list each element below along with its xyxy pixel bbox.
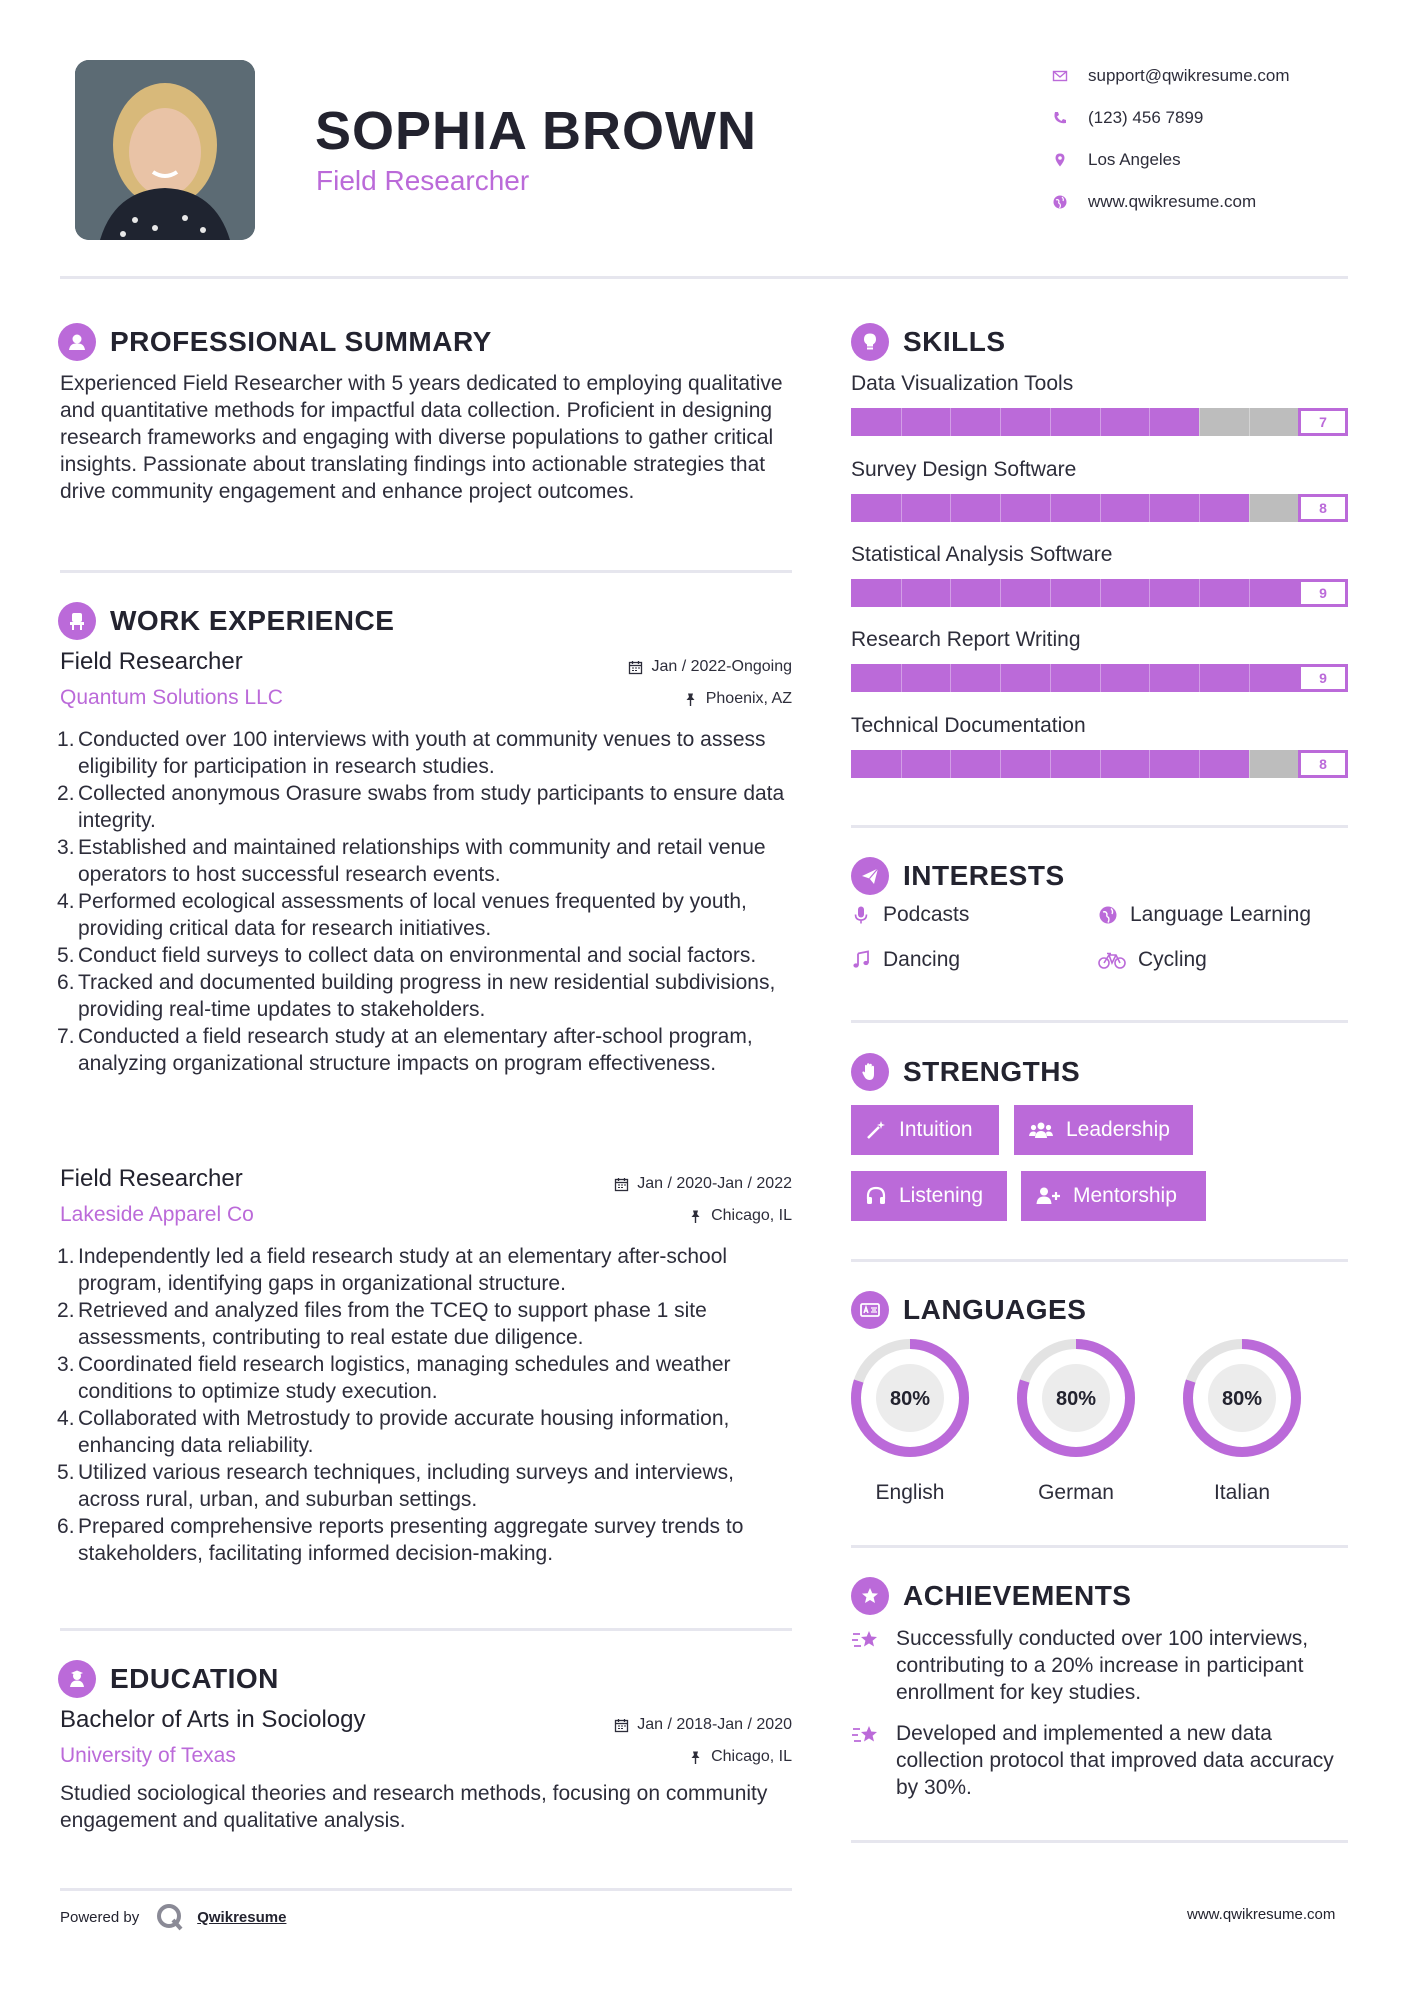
skill-bar-segment xyxy=(1199,664,1200,692)
skill-item xyxy=(851,372,1348,436)
list-item: Coordinated field research logistics, managing schedules and weather conditions to optimize study execution. xyxy=(78,1353,731,1403)
summary-heading xyxy=(58,323,492,361)
list-item: Conducted over 100 interviews with youth at community venues to assess eligibility for participation in research studies. xyxy=(78,728,766,778)
skill-bar-segment xyxy=(950,494,951,522)
headphones-icon xyxy=(865,1185,887,1207)
job-dates-text: Jan / 2020-Jan / 2022 xyxy=(637,1175,792,1192)
pushpin-icon xyxy=(683,692,698,707)
skill-bar xyxy=(851,408,1348,436)
paper-plane-icon xyxy=(851,857,889,895)
list-item: Collected anonymous Orasure swabs from study participants to ensure data integrity. xyxy=(78,782,785,832)
skill-name: Survey Design Software xyxy=(851,458,1077,481)
achievement-item xyxy=(851,1625,1348,1706)
achievement-text: Developed and implemented a new data collection protocol that improved data accuracy by 30%. xyxy=(896,1722,1334,1799)
skill-level: 8 xyxy=(1298,750,1348,778)
skill-name: Research Report Writing xyxy=(851,628,1081,651)
languages-title: LANGUAGES xyxy=(903,1294,1087,1325)
skill-bar-segment xyxy=(1050,494,1051,522)
interest-label: Dancing xyxy=(883,948,961,971)
education-description: Studied sociological theories and research methods, focusing on community engagement and qualitative analysis. xyxy=(60,1782,768,1832)
skill-bar-segment xyxy=(1199,408,1200,436)
skill-bar-segment xyxy=(901,494,902,522)
list-item: Established and maintained relationships with community and retail venue operators to host successful research events. xyxy=(78,836,766,886)
skill-bar-segment xyxy=(1249,750,1250,778)
job-bullets xyxy=(60,726,792,1077)
language-item xyxy=(1015,1337,1137,1505)
languages-divider xyxy=(851,1545,1348,1548)
job-dates xyxy=(628,658,792,676)
summary-divider xyxy=(60,570,792,573)
language-ring xyxy=(1015,1337,1137,1459)
footer-url[interactable]: www.qwikresume.com xyxy=(1187,1906,1336,1923)
education-school: University of Texas xyxy=(60,1744,236,1767)
job-dates-text: Jan / 2022-Ongoing xyxy=(651,658,792,675)
shooting-star-icon xyxy=(851,1625,896,1706)
list-item: Tracked and documented building progress in new residential subdivisions, providing real-time updates to stakeholders. xyxy=(78,971,776,1021)
users-icon xyxy=(1028,1119,1054,1141)
pushpin-icon xyxy=(688,1209,703,1224)
candidate-title: Field Researcher xyxy=(316,165,530,196)
job-location xyxy=(683,690,792,708)
user-icon xyxy=(58,323,96,361)
job-company: Lakeside Apparel Co xyxy=(60,1203,254,1226)
calendar-icon xyxy=(614,1718,629,1733)
language-name: Italian xyxy=(1213,1481,1271,1504)
contact-location xyxy=(1050,139,1290,181)
skill-bar-fill xyxy=(851,408,1199,436)
contact-list xyxy=(1050,55,1290,223)
powered-by-text: Powered by xyxy=(60,1908,140,1926)
language-name: German xyxy=(1038,1481,1114,1504)
job-bullets xyxy=(60,1243,792,1567)
job-location xyxy=(688,1207,792,1225)
skill-bar-segment xyxy=(1100,408,1101,436)
user-plus-icon xyxy=(1035,1185,1061,1207)
hand-icon xyxy=(851,1053,889,1091)
list-item: Prepared comprehensive reports presenting aggregate survey trends to stakeholders, facilitating informed decision-making. xyxy=(78,1515,744,1565)
phone-icon xyxy=(1050,110,1088,126)
magic-wand-icon xyxy=(865,1119,887,1141)
skill-bar-segment xyxy=(950,750,951,778)
skill-bar-fill xyxy=(851,664,1298,692)
interests-heading xyxy=(851,857,1065,895)
education-degree: Bachelor of Arts in Sociology xyxy=(60,1706,366,1733)
skill-bar-segment xyxy=(1050,408,1051,436)
graduate-icon xyxy=(58,1660,96,1698)
skill-bar-segment xyxy=(1199,494,1200,522)
skill-name: Technical Documentation xyxy=(851,714,1086,737)
skill-bar-segment xyxy=(1249,664,1250,692)
contact-website[interactable] xyxy=(1050,181,1290,223)
summary-text: Experienced Field Researcher with 5 years dedicated to employing qualitative and quantitative methods for impactful data collection. Proficient in designing research frameworks and engaging with diverse populations to gather critical insights. Passionate about translating findings into actionable strategies that drive community engagement and enhance project outcomes. xyxy=(60,372,783,503)
skill-bar-segment xyxy=(1149,579,1150,607)
candidate-name: SOPHIA BROWN xyxy=(315,101,757,161)
list-item: Conducted a field research study at an elementary after-school program, analyzing organizational structure impacts on program effectiveness. xyxy=(78,1025,753,1075)
footer-powered-by xyxy=(60,1902,286,1932)
list-item: Performed ecological assessments of local venues frequented by youth, providing critical data for research initiatives. xyxy=(78,890,747,940)
list-item: Retrieved and analyzed files from the TCEQ to support phase 1 site assessments, contributing to real estate due diligence. xyxy=(78,1299,707,1349)
strengths-heading xyxy=(851,1053,1080,1091)
skill-name: Statistical Analysis Software xyxy=(851,543,1113,566)
microphone-icon xyxy=(851,905,871,925)
skill-bar-segment xyxy=(1050,664,1051,692)
education-location xyxy=(688,1748,792,1766)
skill-level: 9 xyxy=(1298,664,1348,692)
skill-bar-segment xyxy=(1000,750,1001,778)
skill-bar-segment xyxy=(901,579,902,607)
skill-bar-segment xyxy=(1249,579,1250,607)
globe-icon xyxy=(1050,194,1088,210)
skill-bar xyxy=(851,750,1348,778)
profile-photo xyxy=(75,60,255,240)
education-entry xyxy=(60,1706,792,1834)
skill-bar xyxy=(851,579,1348,607)
strength-label: Listening xyxy=(899,1184,984,1207)
summary-title: PROFESSIONAL SUMMARY xyxy=(110,326,492,357)
strength-label: Leadership xyxy=(1066,1118,1170,1141)
strength-tag xyxy=(851,1171,1007,1221)
skill-bar-segment xyxy=(1100,664,1101,692)
language-item xyxy=(849,1337,971,1505)
qwikresume-logo-icon xyxy=(155,1902,185,1932)
skill-bar xyxy=(851,664,1348,692)
skill-bar-segment xyxy=(1100,494,1101,522)
pushpin-icon xyxy=(688,1750,703,1765)
skill-bar-segment xyxy=(1199,579,1200,607)
education-title: EDUCATION xyxy=(110,1663,279,1694)
interests-title: INTERESTS xyxy=(903,860,1065,891)
skill-bar-fill xyxy=(851,579,1298,607)
language-item xyxy=(1181,1337,1303,1505)
skills-divider xyxy=(851,825,1348,828)
interest-label: Cycling xyxy=(1138,948,1207,971)
job-role: Field Researcher xyxy=(60,648,243,675)
interest-item xyxy=(1098,903,1311,927)
lightbulb-icon xyxy=(851,323,889,361)
bicycle-icon xyxy=(1098,950,1126,970)
strengths-title: STRENGTHS xyxy=(903,1056,1081,1087)
skill-bar-segment xyxy=(1149,750,1150,778)
skill-bar-segment xyxy=(950,579,951,607)
globe-icon xyxy=(1098,905,1118,925)
shooting-star-icon xyxy=(851,1720,896,1801)
interest-item xyxy=(851,903,969,927)
skill-bar-segment xyxy=(1050,750,1051,778)
list-item: Independently led a field research study at an elementary after-school program, identifying gaps in organizational structure. xyxy=(78,1245,728,1295)
education-divider xyxy=(60,1888,792,1891)
interest-label: Language Learning xyxy=(1130,903,1312,926)
job-location-text: Chicago, IL xyxy=(711,1207,792,1224)
experience-heading xyxy=(58,602,394,640)
language-name: English xyxy=(875,1481,945,1504)
language-ring xyxy=(849,1337,971,1459)
job-dates xyxy=(614,1175,792,1193)
achievements-divider xyxy=(851,1840,1348,1843)
skill-item xyxy=(851,628,1348,692)
list-item: Collaborated with Metrostudy to provide accurate housing information, enhancing data reliability. xyxy=(78,1407,730,1457)
language-ring xyxy=(1181,1337,1303,1459)
skill-item xyxy=(851,543,1348,607)
skill-bar-segment xyxy=(1000,664,1001,692)
map-pin-icon xyxy=(1050,152,1088,168)
contact-email-text: support@qwikresume.com xyxy=(1088,66,1290,85)
language-percent: 80% xyxy=(889,1388,931,1410)
contact-phone-text: (123) 456 7899 xyxy=(1088,108,1204,127)
skill-level: 9 xyxy=(1298,579,1348,607)
skill-level: 8 xyxy=(1298,494,1348,522)
job-role: Field Researcher xyxy=(60,1165,243,1192)
job-company: Quantum Solutions LLC xyxy=(60,686,283,709)
skill-bar-segment xyxy=(950,664,951,692)
contact-location-text: Los Angeles xyxy=(1088,150,1181,169)
list-item: Utilized various research techniques, including surveys and interviews, across rural, urban, and suburban settings. xyxy=(78,1461,734,1511)
skill-bar-segment xyxy=(901,750,902,778)
skill-item xyxy=(851,458,1348,522)
calendar-icon xyxy=(614,1177,629,1192)
achievements-title: ACHIEVEMENTS xyxy=(903,1580,1132,1611)
skill-bar-segment xyxy=(1149,494,1150,522)
strength-tag xyxy=(1021,1171,1206,1221)
skill-bar-segment xyxy=(1100,579,1101,607)
strengths-divider xyxy=(851,1259,1348,1262)
skill-bar-segment xyxy=(1249,494,1250,522)
interests-divider xyxy=(851,1020,1348,1023)
achievements-heading xyxy=(851,1577,1131,1615)
skill-bar-segment xyxy=(1050,579,1051,607)
skill-item xyxy=(851,714,1348,778)
achievement-text: Successfully conducted over 100 interviews, contributing to a 20% increase in participant enrollment for key studies. xyxy=(896,1627,1309,1704)
strength-tag xyxy=(851,1105,999,1155)
skill-bar-segment xyxy=(1000,494,1001,522)
skill-bar-segment xyxy=(1199,750,1200,778)
skill-bar-segment xyxy=(901,664,902,692)
list-item: Conduct field surveys to collect data on environmental and social factors. xyxy=(78,944,757,967)
strength-label: Intuition xyxy=(899,1118,973,1141)
strength-tag xyxy=(1014,1105,1193,1155)
music-note-icon xyxy=(851,950,871,970)
education-location-text: Chicago, IL xyxy=(711,1748,792,1765)
experience-divider xyxy=(60,1628,792,1631)
language-percent: 80% xyxy=(1055,1388,1097,1410)
skill-bar-segment xyxy=(1149,408,1150,436)
skills-title: SKILLS xyxy=(903,326,1006,357)
skill-bar xyxy=(851,494,1348,522)
education-dates xyxy=(614,1716,792,1734)
interest-item xyxy=(1098,948,1207,972)
education-heading xyxy=(58,1660,279,1698)
contact-website-text: www.qwikresume.com xyxy=(1088,192,1257,211)
header-divider xyxy=(60,276,1348,279)
calendar-icon xyxy=(628,660,643,675)
strength-label: Mentorship xyxy=(1073,1184,1177,1207)
skill-bar-segment xyxy=(1100,750,1101,778)
education-dates-text: Jan / 2018-Jan / 2020 xyxy=(637,1716,792,1733)
interest-item xyxy=(851,948,960,972)
job-location-text: Phoenix, AZ xyxy=(705,690,792,707)
achievement-item xyxy=(851,1720,1348,1801)
skill-bar-segment xyxy=(950,408,951,436)
skill-bar-segment xyxy=(1249,408,1250,436)
contact-phone[interactable] xyxy=(1050,97,1290,139)
star-badge-icon xyxy=(851,1577,889,1615)
skills-heading xyxy=(851,323,1006,361)
skill-level: 7 xyxy=(1298,408,1348,436)
skill-bar-segment xyxy=(1000,408,1001,436)
languages-heading xyxy=(851,1291,1086,1329)
job-entry xyxy=(60,648,792,1077)
skill-bar-segment xyxy=(901,408,902,436)
chair-icon xyxy=(58,602,96,640)
experience-title: WORK EXPERIENCE xyxy=(110,605,395,636)
job-entry xyxy=(60,1165,792,1567)
language-percent: 80% xyxy=(1221,1388,1263,1410)
skill-bar-segment xyxy=(1149,664,1150,692)
interest-label: Podcasts xyxy=(883,903,970,926)
language-icon xyxy=(851,1291,889,1329)
contact-email[interactable] xyxy=(1050,55,1290,97)
brand-link[interactable]: Qwikresume xyxy=(197,1908,287,1926)
skill-name: Data Visualization Tools xyxy=(851,372,1074,395)
skill-bar-segment xyxy=(1000,579,1001,607)
envelope-icon xyxy=(1050,68,1088,84)
